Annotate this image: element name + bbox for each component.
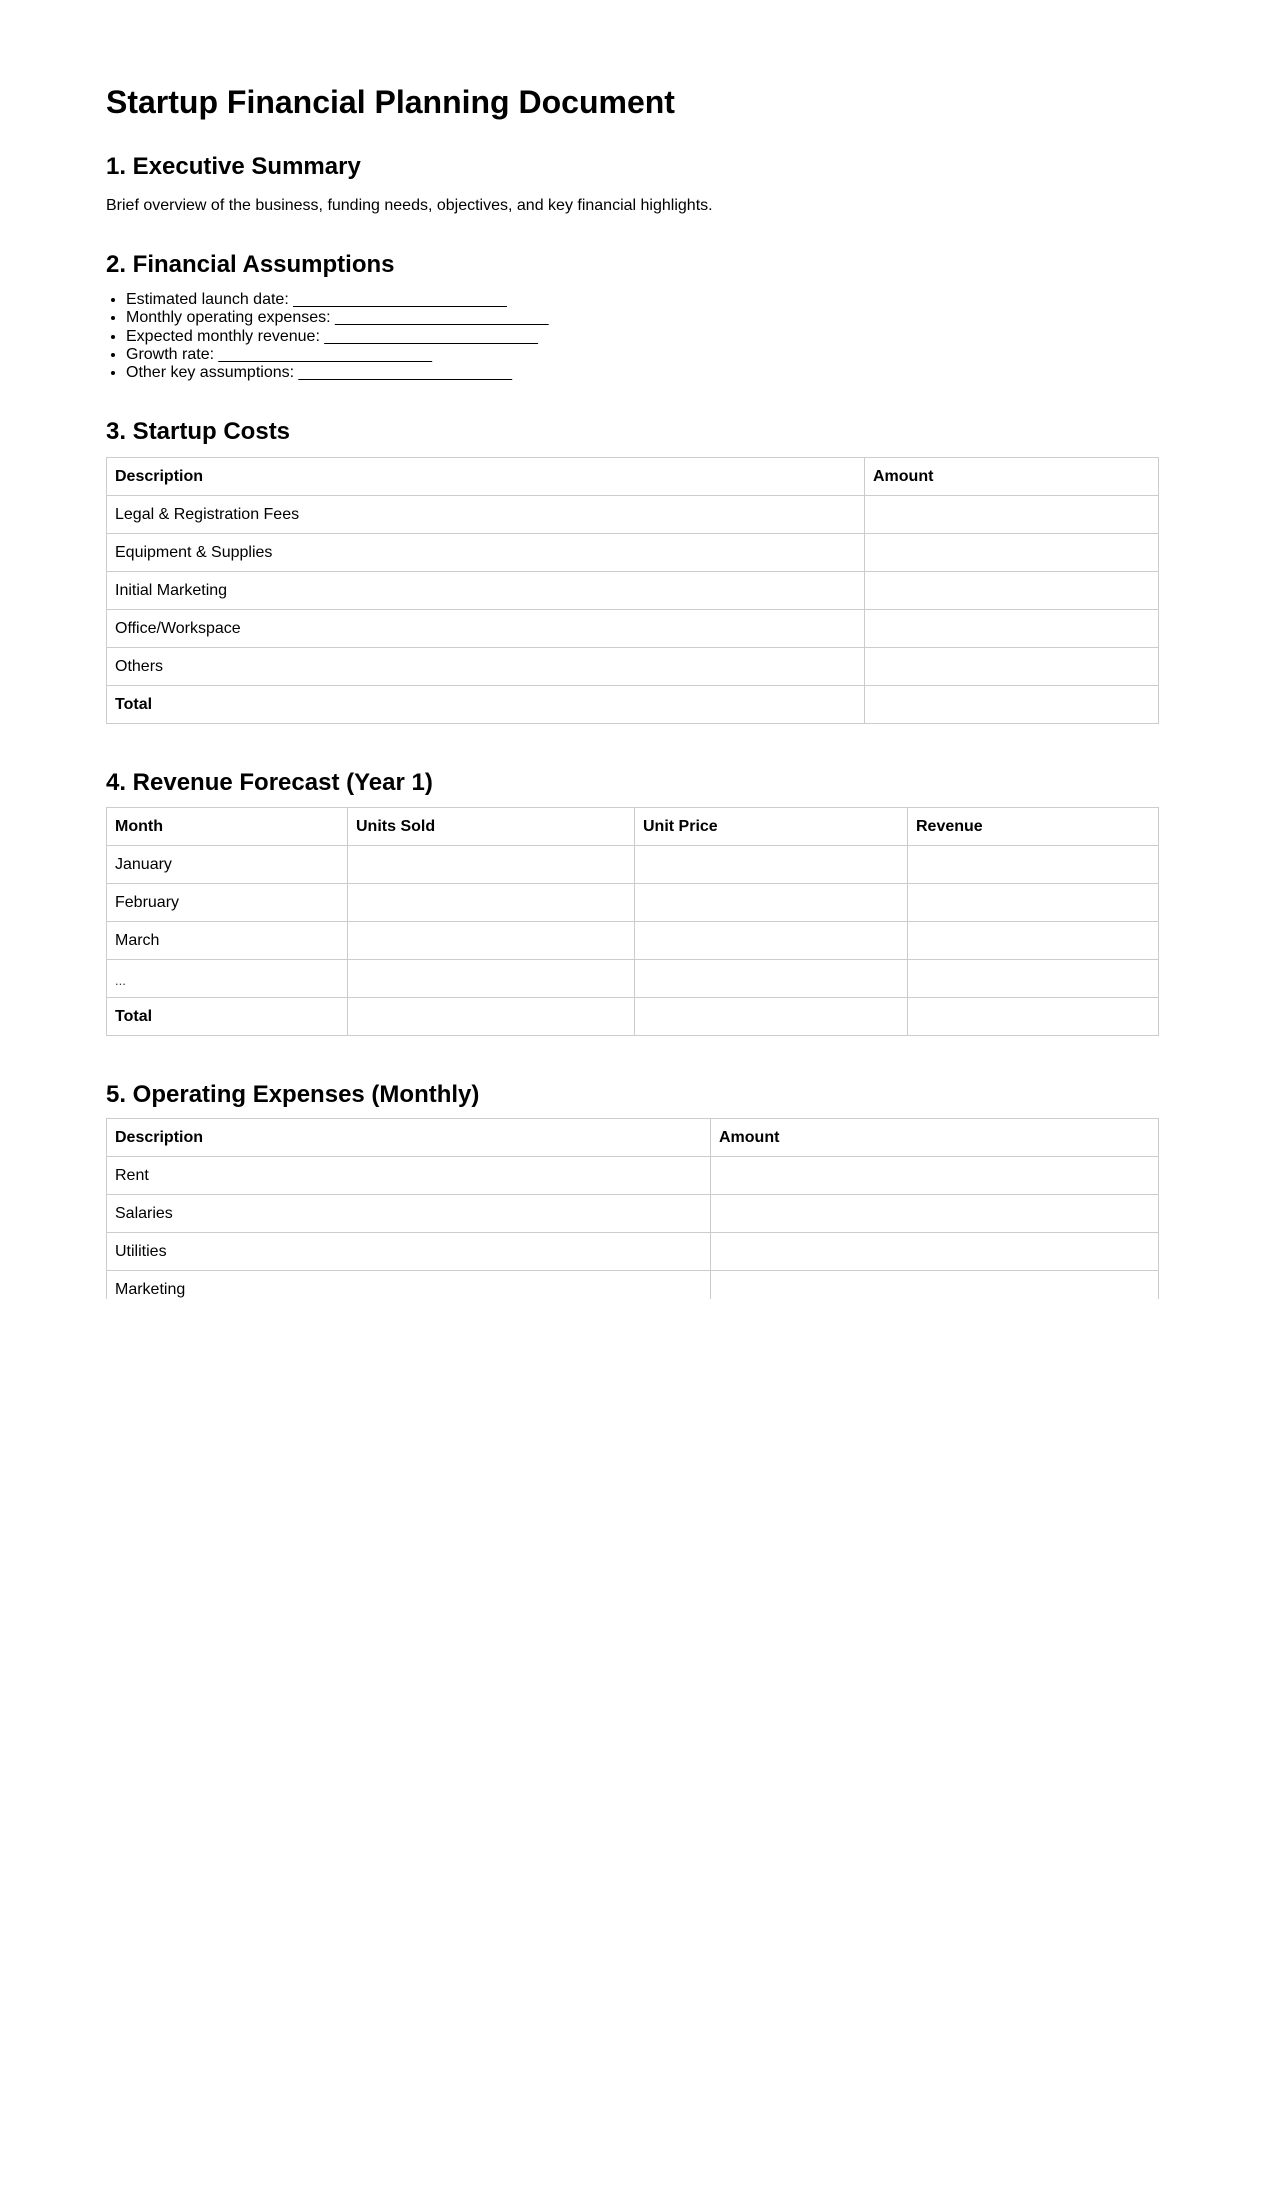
section-heading-executive-summary: 1. Executive Summary — [106, 153, 361, 180]
cell-amount[interactable] — [711, 1233, 1159, 1271]
cell-month: January — [107, 846, 348, 884]
cell-description: Equipment & Supplies — [107, 534, 865, 572]
section-heading-revenue-forecast: 4. Revenue Forecast (Year 1) — [106, 769, 433, 796]
cell-description: Utilities — [107, 1233, 711, 1271]
section-heading-operating-expenses: 5. Operating Expenses (Monthly) — [106, 1081, 480, 1108]
cell-unit-price[interactable] — [635, 846, 908, 884]
cell-total-units-sold[interactable] — [348, 998, 635, 1036]
cell-month-ellipsis: ... — [107, 960, 348, 998]
table-row — [107, 534, 1159, 572]
cell-description: Marketing — [107, 1271, 711, 1300]
assumption-other: • Other key assumptions: ________________________ — [126, 364, 549, 382]
section-heading-startup-costs: 3. Startup Costs — [106, 418, 291, 445]
cell-units-sold[interactable] — [348, 846, 635, 884]
table-header-row — [107, 1119, 1159, 1157]
cell-revenue[interactable] — [908, 960, 1159, 998]
column-header-month: Month — [107, 808, 348, 846]
column-header-description: Description — [107, 1119, 711, 1157]
cell-total-label: Total — [107, 998, 348, 1036]
assumption-monthly-expenses: • Monthly operating expenses: ________________________ — [126, 309, 549, 327]
cell-month: February — [107, 884, 348, 922]
cell-unit-price[interactable] — [635, 922, 908, 960]
cell-description: Rent — [107, 1157, 711, 1195]
table-row — [107, 1233, 1159, 1271]
table-row — [107, 1157, 1159, 1195]
table-row — [107, 846, 1159, 884]
assumption-growth-rate: • Growth rate: ________________________ — [126, 346, 549, 364]
table-row — [107, 572, 1159, 610]
table-row — [107, 922, 1159, 960]
page-title: Startup Financial Planning Document — [106, 84, 675, 120]
startup-costs-table — [106, 457, 1159, 724]
section-heading-financial-assumptions: 2. Financial Assumptions — [106, 251, 395, 278]
table-row — [107, 610, 1159, 648]
cell-amount[interactable] — [711, 1157, 1159, 1195]
cell-amount[interactable] — [865, 648, 1159, 686]
cell-total-unit-price[interactable] — [635, 998, 908, 1036]
operating-expenses-table — [106, 1118, 1159, 1299]
column-header-amount: Amount — [711, 1119, 1159, 1157]
cell-description: Initial Marketing — [107, 572, 865, 610]
cell-units-sold[interactable] — [348, 922, 635, 960]
cell-revenue[interactable] — [908, 884, 1159, 922]
cell-amount[interactable] — [865, 534, 1159, 572]
table-header-row — [107, 458, 1159, 496]
cell-amount[interactable] — [865, 496, 1159, 534]
column-header-description: Description — [107, 458, 865, 496]
column-header-amount: Amount — [865, 458, 1159, 496]
cell-unit-price[interactable] — [635, 960, 908, 998]
table-row — [107, 960, 1159, 998]
cell-amount[interactable] — [711, 1195, 1159, 1233]
cell-total-amount[interactable] — [865, 686, 1159, 724]
assumptions-list — [106, 291, 549, 382]
cell-description: Office/Workspace — [107, 610, 865, 648]
cell-total-label: Total — [107, 686, 865, 724]
column-header-unit-price: Unit Price — [635, 808, 908, 846]
table-total-row — [107, 998, 1159, 1036]
cell-description: Others — [107, 648, 865, 686]
table-header-row — [107, 808, 1159, 846]
cell-units-sold[interactable] — [348, 884, 635, 922]
cell-amount[interactable] — [865, 610, 1159, 648]
table-row — [107, 648, 1159, 686]
cell-units-sold[interactable] — [348, 960, 635, 998]
cell-revenue[interactable] — [908, 846, 1159, 884]
cell-month: March — [107, 922, 348, 960]
assumption-launch-date: • Estimated launch date: ________________________ — [126, 291, 549, 309]
assumption-monthly-revenue: • Expected monthly revenue: ________________________ — [126, 328, 549, 346]
cell-description: Legal & Registration Fees — [107, 496, 865, 534]
cell-description: Salaries — [107, 1195, 711, 1233]
cell-amount[interactable] — [865, 572, 1159, 610]
table-total-row — [107, 686, 1159, 724]
column-header-revenue: Revenue — [908, 808, 1159, 846]
revenue-forecast-table — [106, 807, 1159, 1036]
cell-revenue[interactable] — [908, 922, 1159, 960]
table-row — [107, 884, 1159, 922]
column-header-units-sold: Units Sold — [348, 808, 635, 846]
table-row — [107, 496, 1159, 534]
executive-summary-text: Brief overview of the business, funding needs, objectives, and key financial highlights. — [106, 197, 713, 214]
cell-unit-price[interactable] — [635, 884, 908, 922]
cell-amount[interactable] — [711, 1271, 1159, 1300]
table-row — [107, 1271, 1159, 1300]
cell-total-revenue[interactable] — [908, 998, 1159, 1036]
table-row — [107, 1195, 1159, 1233]
